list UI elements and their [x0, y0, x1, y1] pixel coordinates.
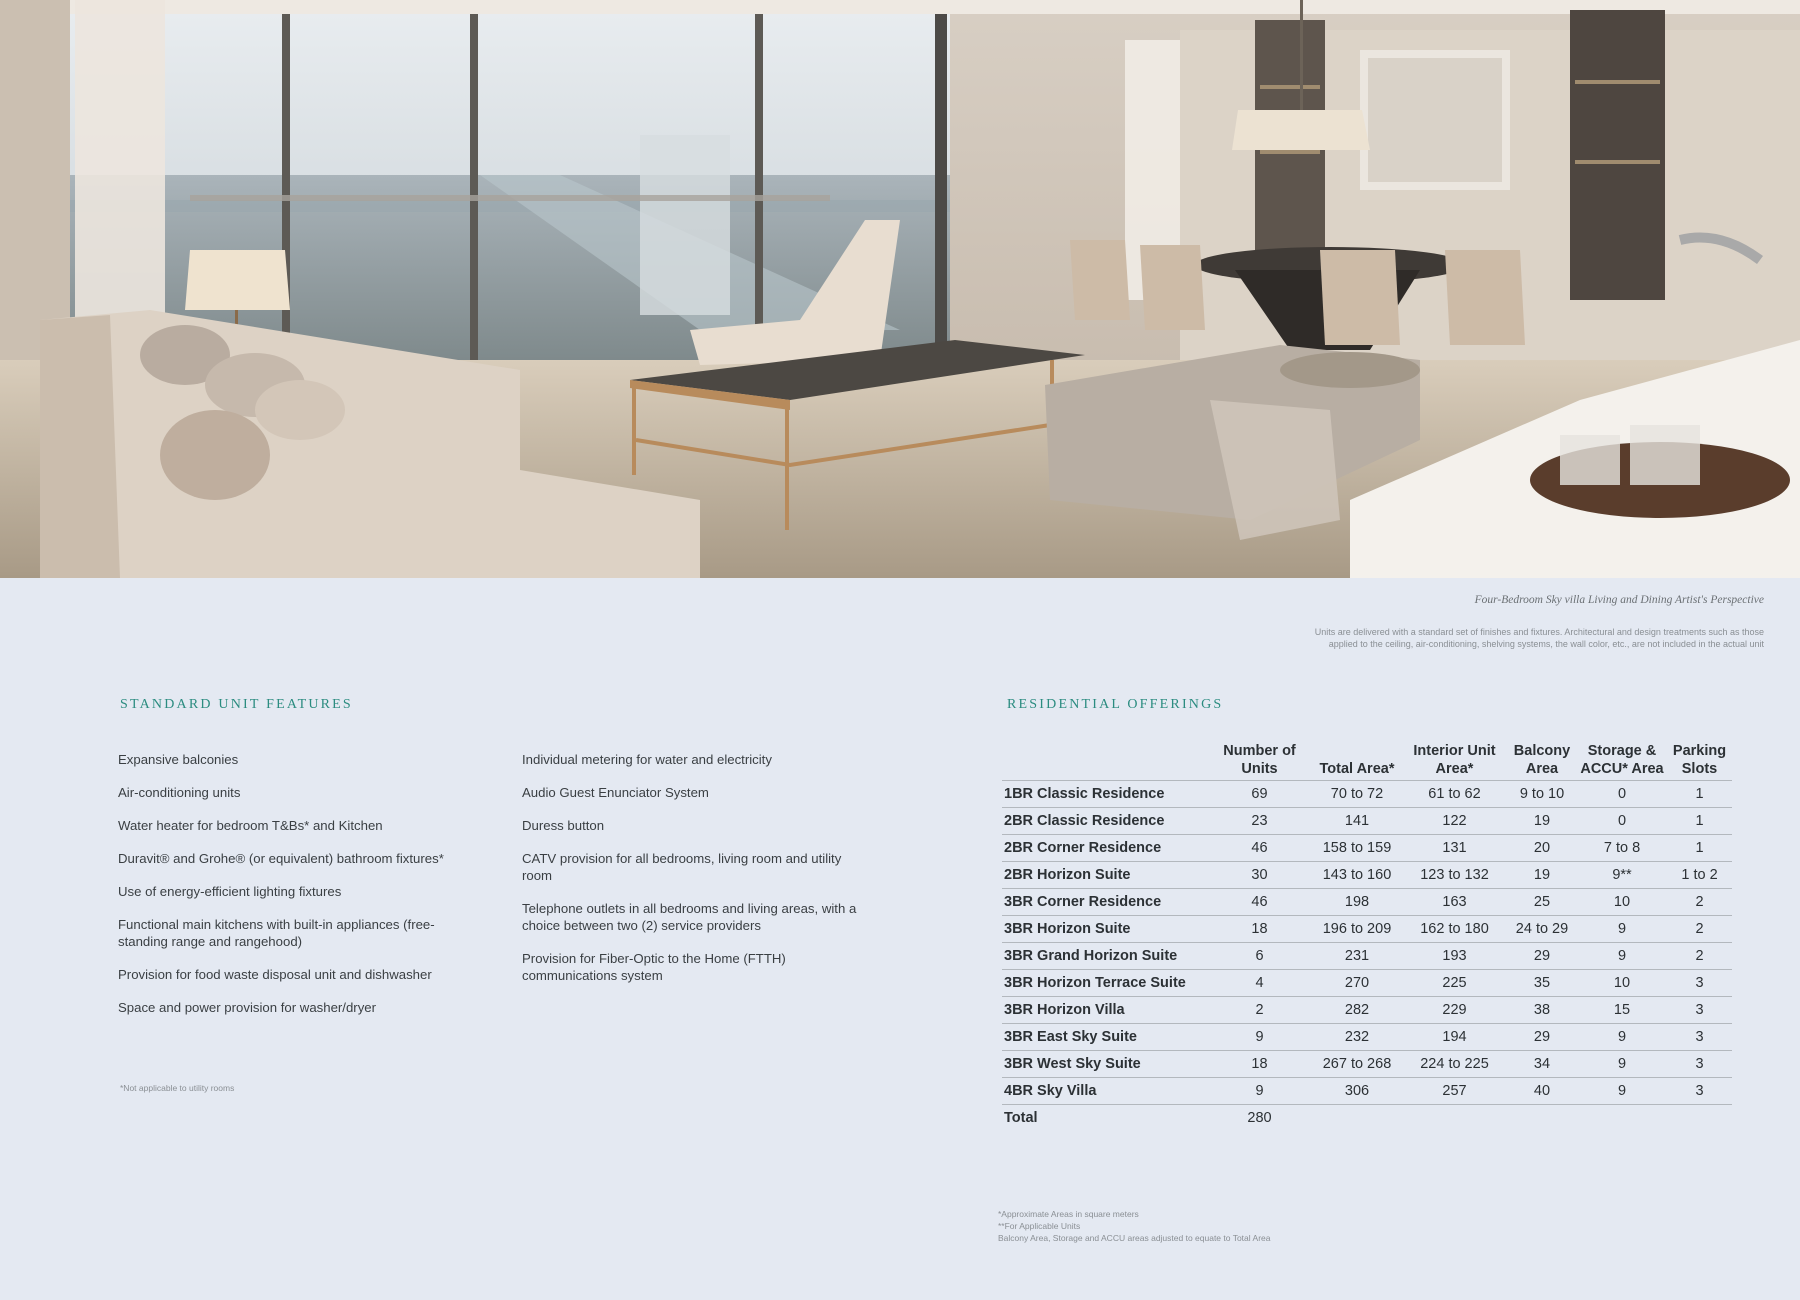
- empty-cell: [1577, 1105, 1667, 1132]
- unit-type-cell: 3BR Grand Horizon Suite: [1002, 943, 1207, 970]
- table-row: [1002, 1051, 1732, 1078]
- table-cell: 270: [1312, 970, 1402, 997]
- unit-type-cell: 3BR East Sky Suite: [1002, 1024, 1207, 1051]
- table-cell: 158 to 159: [1312, 835, 1402, 862]
- table-cell: 3: [1667, 997, 1732, 1024]
- column-header: Storage & ACCU* Area: [1577, 742, 1667, 781]
- table-row: [1002, 835, 1732, 862]
- table-cell: 282: [1312, 997, 1402, 1024]
- column-header: Balcony Area: [1507, 742, 1577, 781]
- feature-item: Air-conditioning units: [118, 785, 241, 800]
- table-header-row: [1002, 742, 1732, 781]
- total-units: 280: [1247, 1110, 1272, 1126]
- table-cell: 0: [1577, 808, 1667, 835]
- unit-type-cell: 3BR West Sky Suite: [1002, 1051, 1207, 1078]
- table-cell: 18: [1207, 916, 1312, 943]
- table-cell: 1: [1667, 808, 1732, 835]
- unit-type-cell: 3BR Horizon Villa: [1002, 997, 1207, 1024]
- table-cell: 61 to 62: [1402, 781, 1507, 808]
- unit-type-cell: 2BR Classic Residence: [1002, 808, 1207, 835]
- feature-item: CATV provision for all bedrooms, living room and utility room: [522, 851, 842, 883]
- table-cell: 29: [1507, 943, 1577, 970]
- table-cell: 3: [1667, 970, 1732, 997]
- empty-cell: [1507, 1105, 1577, 1132]
- table-cell: 3: [1667, 1024, 1732, 1051]
- photo-disclaimer: Units are delivered with a standard set of finishes and fixtures. Architectural and design treatments such as those applied to the ceiling, air-conditioning, shelving systems, the wall color, etc., are not included in the actual unit: [1314, 627, 1764, 649]
- column-header: Total Area*: [1312, 742, 1402, 781]
- table-cell: 18: [1207, 1051, 1312, 1078]
- offerings-heading: RESIDENTIAL OFFERINGS: [1007, 697, 1224, 712]
- table-cell: 29: [1507, 1024, 1577, 1051]
- empty-cell: [1312, 1105, 1402, 1132]
- feature-item: Duravit® and Grohe® (or equivalent) bathroom fixtures*: [118, 851, 444, 866]
- table-cell: 2: [1667, 943, 1732, 970]
- table-cell: 23: [1207, 808, 1312, 835]
- table-cell: 15: [1577, 997, 1667, 1024]
- unit-type-cell: 3BR Horizon Terrace Suite: [1002, 970, 1207, 997]
- table-cell: 19: [1507, 862, 1577, 889]
- table-row: [1002, 889, 1732, 916]
- table-cell: 7 to 8: [1577, 835, 1667, 862]
- table-cell: 162 to 180: [1402, 916, 1507, 943]
- table-row: [1002, 916, 1732, 943]
- table-cell: 231: [1312, 943, 1402, 970]
- footnote-line: Balcony Area, Storage and ACCU areas adjusted to equate to Total Area: [998, 1233, 1271, 1243]
- table-cell: 1: [1667, 835, 1732, 862]
- table-cell: 163: [1402, 889, 1507, 916]
- table-cell: 196 to 209: [1312, 916, 1402, 943]
- table-cell: 267 to 268: [1312, 1051, 1402, 1078]
- feature-item: Telephone outlets in all bedrooms and living areas, with a choice between two (2) service providers: [522, 901, 857, 933]
- table-cell: 6: [1207, 943, 1312, 970]
- unit-type-cell: 4BR Sky Villa: [1002, 1078, 1207, 1105]
- feature-item: Space and power provision for washer/dryer: [118, 1000, 377, 1015]
- offerings-table-body: [1002, 781, 1732, 1132]
- table-cell: 194: [1402, 1024, 1507, 1051]
- table-cell: 0: [1577, 781, 1667, 808]
- feature-item: Use of energy-efficient lighting fixtures: [118, 884, 342, 899]
- table-row: [1002, 1078, 1732, 1105]
- table-cell: 122: [1402, 808, 1507, 835]
- table-row: [1002, 997, 1732, 1024]
- feature-item: Individual metering for water and electricity: [522, 752, 772, 767]
- table-cell: 4: [1207, 970, 1312, 997]
- table-cell: 38: [1507, 997, 1577, 1024]
- table-cell: 1 to 2: [1667, 862, 1732, 889]
- unit-type-cell: 2BR Corner Residence: [1002, 835, 1207, 862]
- table-cell: 34: [1507, 1051, 1577, 1078]
- unit-type-cell: 2BR Horizon Suite: [1002, 862, 1207, 889]
- table-cell: 257: [1402, 1078, 1507, 1105]
- table-cell: 10: [1577, 889, 1667, 916]
- column-header: Number of Units: [1207, 742, 1312, 781]
- table-cell: 306: [1312, 1078, 1402, 1105]
- table-cell: 20: [1507, 835, 1577, 862]
- offerings-table: [1002, 742, 1732, 1131]
- table-cell: 131: [1402, 835, 1507, 862]
- table-cell: 9: [1207, 1078, 1312, 1105]
- table-cell: 2: [1667, 889, 1732, 916]
- table-cell: 10: [1577, 970, 1667, 997]
- table-row: [1002, 862, 1732, 889]
- empty-cell: [1667, 1105, 1732, 1132]
- table-cell: 141: [1312, 808, 1402, 835]
- unit-type-cell: 1BR Classic Residence: [1002, 781, 1207, 808]
- table-cell: 25: [1507, 889, 1577, 916]
- table-row: [1002, 943, 1732, 970]
- features-footnote: *Not applicable to utility rooms: [120, 1083, 235, 1093]
- table-cell: 9: [1207, 1024, 1312, 1051]
- table-row: [1002, 970, 1732, 997]
- table-cell: 2: [1667, 916, 1732, 943]
- features-list-right: [522, 751, 867, 1000]
- table-cell: 225: [1402, 970, 1507, 997]
- table-cell: 9: [1577, 1024, 1667, 1051]
- table-cell: 9 to 10: [1507, 781, 1577, 808]
- table-cell: 69: [1207, 781, 1312, 808]
- table-cell: 46: [1207, 889, 1312, 916]
- table-cell: 40: [1507, 1078, 1577, 1105]
- table-cell: 3: [1667, 1078, 1732, 1105]
- table-cell: 9: [1577, 1051, 1667, 1078]
- empty-cell: [1402, 1105, 1507, 1132]
- table-cell: 35: [1507, 970, 1577, 997]
- column-header: [1002, 742, 1207, 781]
- feature-item: Provision for food waste disposal unit and dishwasher: [118, 967, 432, 982]
- photo-caption: Four-Bedroom Sky villa Living and Dining Artist's Perspective: [1474, 594, 1764, 606]
- table-cell: 19: [1507, 808, 1577, 835]
- table-row: [1002, 808, 1732, 835]
- table-cell: 9**: [1577, 862, 1667, 889]
- offerings-footnotes: [998, 1208, 1271, 1244]
- table-cell: 232: [1312, 1024, 1402, 1051]
- unit-type-cell: 3BR Corner Residence: [1002, 889, 1207, 916]
- column-header: Interior Unit Area*: [1402, 742, 1507, 781]
- features-list-left: [118, 751, 463, 1032]
- table-row: [1002, 1024, 1732, 1051]
- table-row: [1002, 781, 1732, 808]
- table-cell: 198: [1312, 889, 1402, 916]
- table-cell: 24 to 29: [1507, 916, 1577, 943]
- table-cell: 70 to 72: [1312, 781, 1402, 808]
- feature-item: Duress button: [522, 818, 605, 833]
- table-cell: 30: [1207, 862, 1312, 889]
- feature-item: Water heater for bedroom T&Bs* and Kitchen: [118, 818, 383, 833]
- total-label: Total: [1004, 1110, 1038, 1126]
- footnote-line: *Approximate Areas in square meters: [998, 1209, 1139, 1219]
- table-cell: 9: [1577, 943, 1667, 970]
- feature-item: Functional main kitchens with built-in appliances (free-standing range and rangehood): [118, 917, 435, 949]
- table-cell: 1: [1667, 781, 1732, 808]
- column-header: Parking Slots: [1667, 742, 1732, 781]
- feature-item: Expansive balconies: [118, 752, 239, 767]
- footnote-line: **For Applicable Units: [998, 1221, 1081, 1231]
- total-row: [1002, 1105, 1732, 1132]
- table-cell: 3: [1667, 1051, 1732, 1078]
- table-cell: 46: [1207, 835, 1312, 862]
- feature-item: Provision for Fiber-Optic to the Home (FTTH) communications system: [522, 951, 786, 983]
- table-cell: 224 to 225: [1402, 1051, 1507, 1078]
- table-cell: 2: [1207, 997, 1312, 1024]
- hero-interior-image: [0, 0, 1800, 578]
- table-cell: 143 to 160: [1312, 862, 1402, 889]
- features-heading: STANDARD UNIT FEATURES: [120, 697, 353, 712]
- table-cell: 193: [1402, 943, 1507, 970]
- table-cell: 229: [1402, 997, 1507, 1024]
- unit-type-cell: 3BR Horizon Suite: [1002, 916, 1207, 943]
- table-cell: 123 to 132: [1402, 862, 1507, 889]
- table-cell: 9: [1577, 916, 1667, 943]
- table-cell: 9: [1577, 1078, 1667, 1105]
- feature-item: Audio Guest Enunciator System: [522, 785, 709, 800]
